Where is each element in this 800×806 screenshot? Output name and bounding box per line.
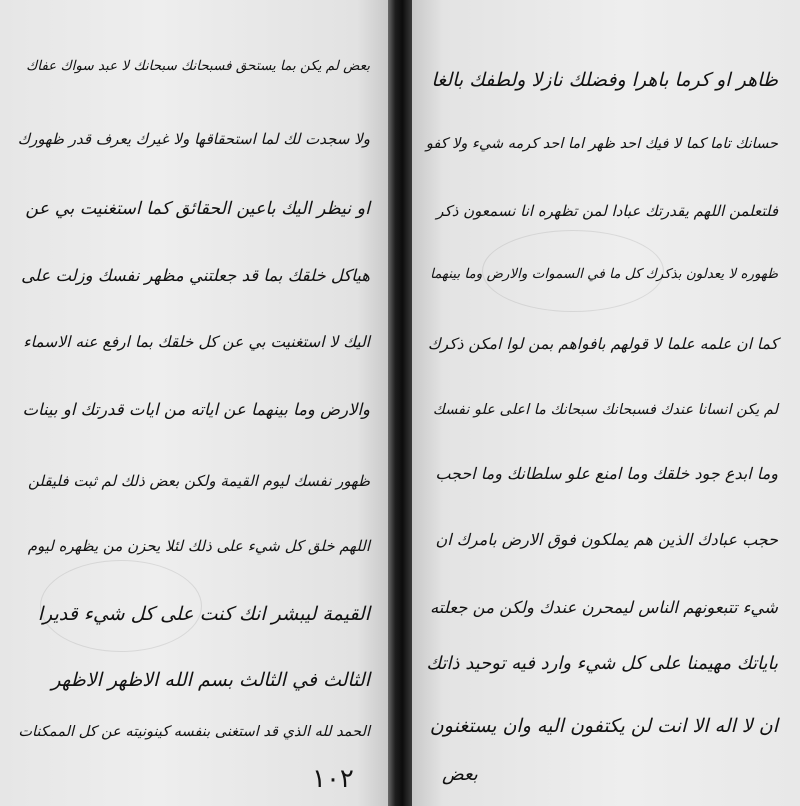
left-line-2: ولا سجدت لك لما استحقاقها ولا غيرك يعرف قدر ظهورك [17,130,370,148]
book-gutter [388,0,412,806]
left-line-9: القيمة ليبشر انك كنت على كل شيء قديرا [37,603,370,625]
left-line-6: والارض وما بينهما عن اياته من ايات قدرتك او بينات [22,400,370,419]
right-line-11: ان لا اله الا انت لن يكتفون اليه وان يستغنون [429,715,778,737]
left-line-10: الثالث في الثالث بسم الله الاظهر الاظهر [51,669,370,691]
right-line-1: ظاهر او كرما باهرا وفضلك نازلا ولطفك بالغا [431,69,778,91]
right-line-5: كما ان علمه علما لا قولهم بافواهم بمن لوا امكن ذكرك [427,335,778,353]
right-line-2: حسانك تاما كما لا فيك احد ظهر اما احد كرمه شيء ولا كفو [425,136,778,152]
left-line-3: او نيظر اليك باعين الحقائق كما استغنيت بي عن [25,199,370,219]
right-line-3: فلتعلمن اللهم يقدرتك عبادا لمن تظهره انا نسمعون ذكر [436,202,778,220]
right-line-8: حجب عبادك الذين هم يملكون فوق الارض بامرك ان [435,530,778,549]
right-line-4: ظهوره لا يعدلون بذكرك كل ما في السموات والارض وما بينهما [430,266,778,282]
right-page [412,0,800,806]
page-number: ١٠٢ [312,764,354,794]
catchword: بعض [442,764,478,785]
right-line-6: لم يكن انسانا عندك فسبحانك سبحانك ما اعلى علو نفسك [432,402,778,418]
left-line-4: هياكل خلقك بما قد جعلتني مظهر نفسك وزلت على [21,266,370,285]
right-line-9: شيء تتبعونهم الناس ليمحرن عندك ولكن من جعلته [429,598,778,617]
left-line-11: الحمد لله الذي قد استغنى بنفسه كينونيته عن كل الممكنات [18,724,370,740]
left-line-1: بعض لم يكن بما يستحق فسبحانك سبحانك لا عبد سواك عفاك [26,58,370,74]
right-line-7: وما ابدع جود خلقك وما امنع علو سلطانك وما احجب [435,464,778,483]
left-page [0,0,388,806]
left-line-8: اللهم خلق كل شيء على ذلك لئلا يحزن من يظهره ليوم [27,537,370,555]
left-line-7: ظهور نفسك ليوم القيمة ولكن بعض ذلك لم ثبت فليقلن [27,472,370,490]
left-line-5: اليك لا استغنيت بي عن كل خلقك بما ارفع عنه الاسماء [23,333,370,351]
right-line-10: باياتك مهيمنا على كل شيء وارد فيه توحيد ذاتك [426,653,778,674]
